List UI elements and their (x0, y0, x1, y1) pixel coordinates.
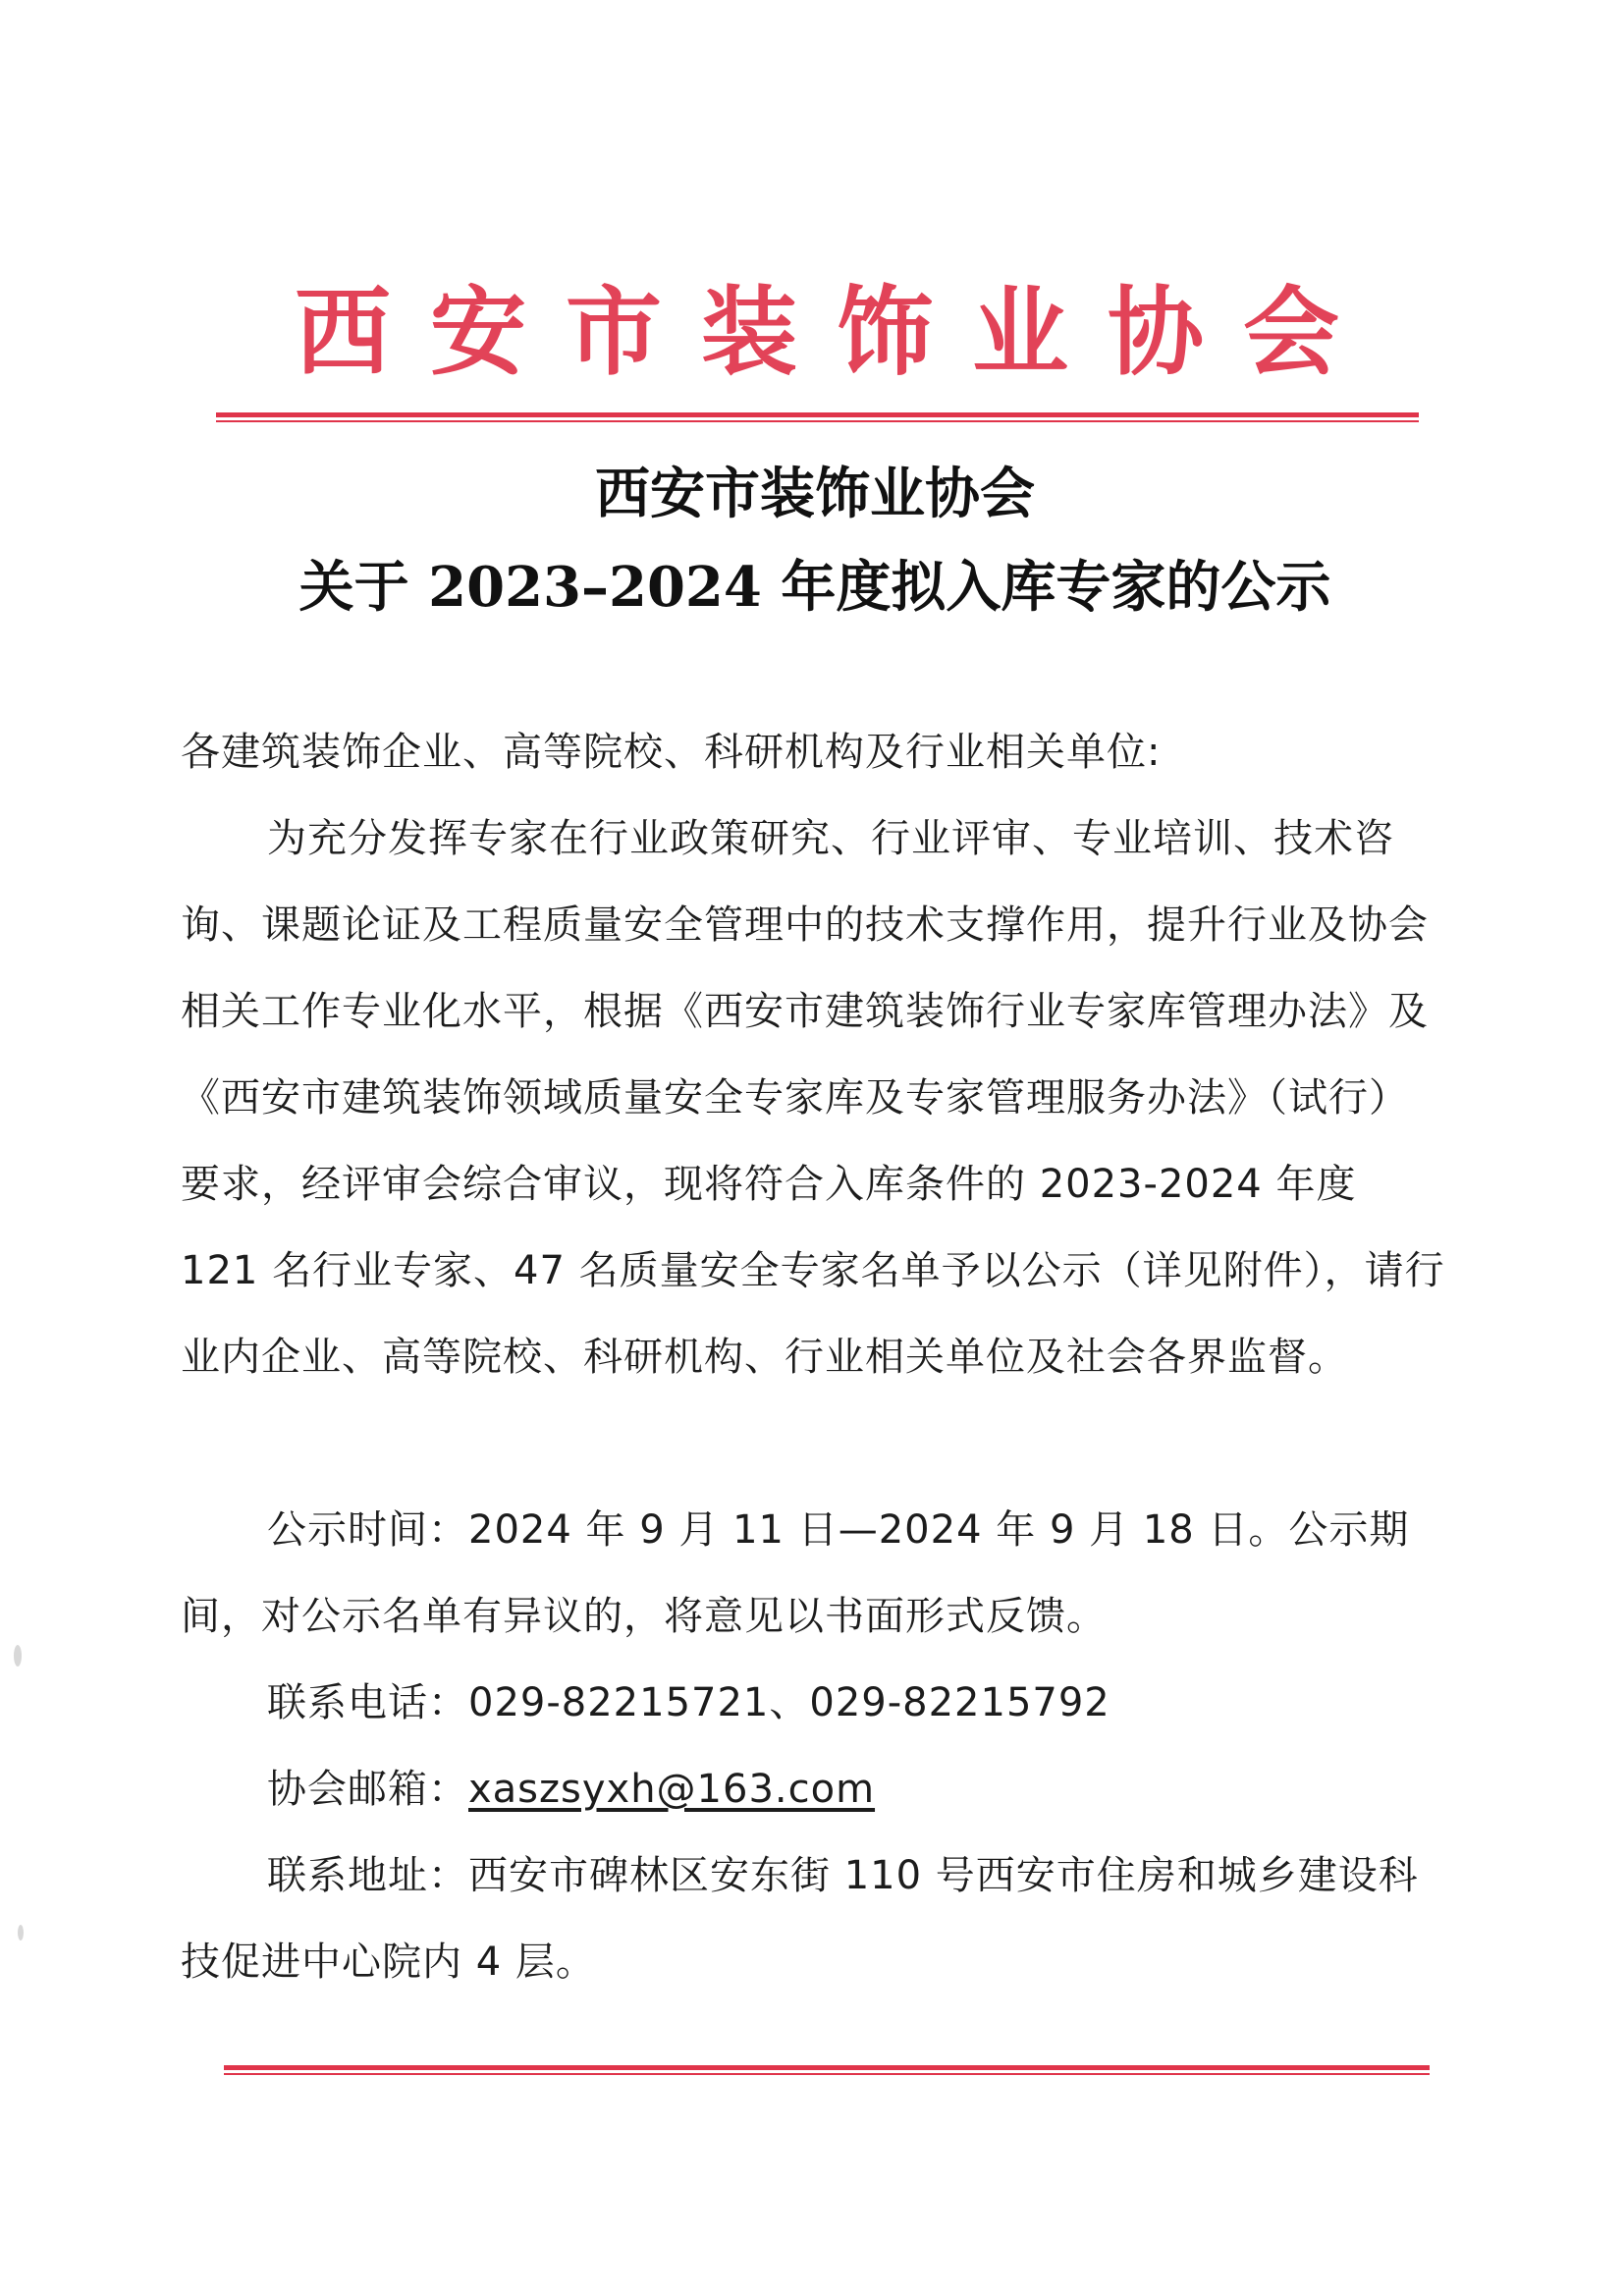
salutation: 各建筑装饰企业、高等院校、科研机构及行业相关单位: (181, 730, 1162, 775)
contact-phone-label: 联系电话： (267, 1680, 468, 1725)
contact-email (267, 1746, 875, 1832)
contact-phone-value: 029-82215721、029-82215792 (468, 1680, 1110, 1725)
body-paragraph-2: 公示时间：2024 年 9 月 11 日—2024 年 9 月 18 日。公示期间，对公示名单有异议的，将意见以书面形式反馈。 (181, 1507, 1410, 1639)
red-rule-thick-line (216, 412, 1419, 417)
scan-speck (18, 1925, 24, 1941)
document-title-line2: 关于 2023–2024 年度拟入库专家的公示 (298, 555, 1331, 620)
scan-speck (14, 1645, 22, 1667)
contact-address (181, 1832, 1447, 2005)
contact-email-link[interactable]: xaszsyxh@163.com (468, 1767, 876, 1812)
contact-address-value: 西安市碑林区安东街 110 号西安市住房和城乡建设科技促进中心院内 4 层。 (181, 1853, 1419, 1985)
footer-rule-thin-line (224, 2073, 1430, 2075)
red-rule-thin-line (216, 420, 1419, 422)
footer-red-rule (224, 2065, 1430, 2077)
body-paragraph-1: 为充分发挥专家在行业政策研究、行业评审、专业培训、技术咨询、课题论证及工程质量安全管理中的技术支撑作用，提升行业及协会相关工作专业化水平，根据《西安市建筑装饰行业专家库管理办法》及《西安市建筑装饰领域质量安全专家库及专家管理服务办法》（试行）要求，经评审会综合审议，现将符合入库条件的 2023-2024 年度 121 名行业专家、47 名质量安全专家名单予以公示（详见附件），请行业内企业、高等院校、科研机构、行业相关单位及社会各界监督。 (181, 816, 1445, 1380)
contact-email-label: 协会邮箱： (267, 1767, 468, 1812)
contact-address-label: 联系地址： (267, 1853, 468, 1898)
letterhead-org-name: 西安市装饰业协会 (295, 276, 1380, 389)
document-title-line1: 西安市装饰业协会 (595, 462, 1035, 526)
letterhead-red-rule (216, 412, 1419, 424)
footer-rule-thick-line (224, 2065, 1430, 2070)
contact-phone (267, 1660, 1110, 1746)
